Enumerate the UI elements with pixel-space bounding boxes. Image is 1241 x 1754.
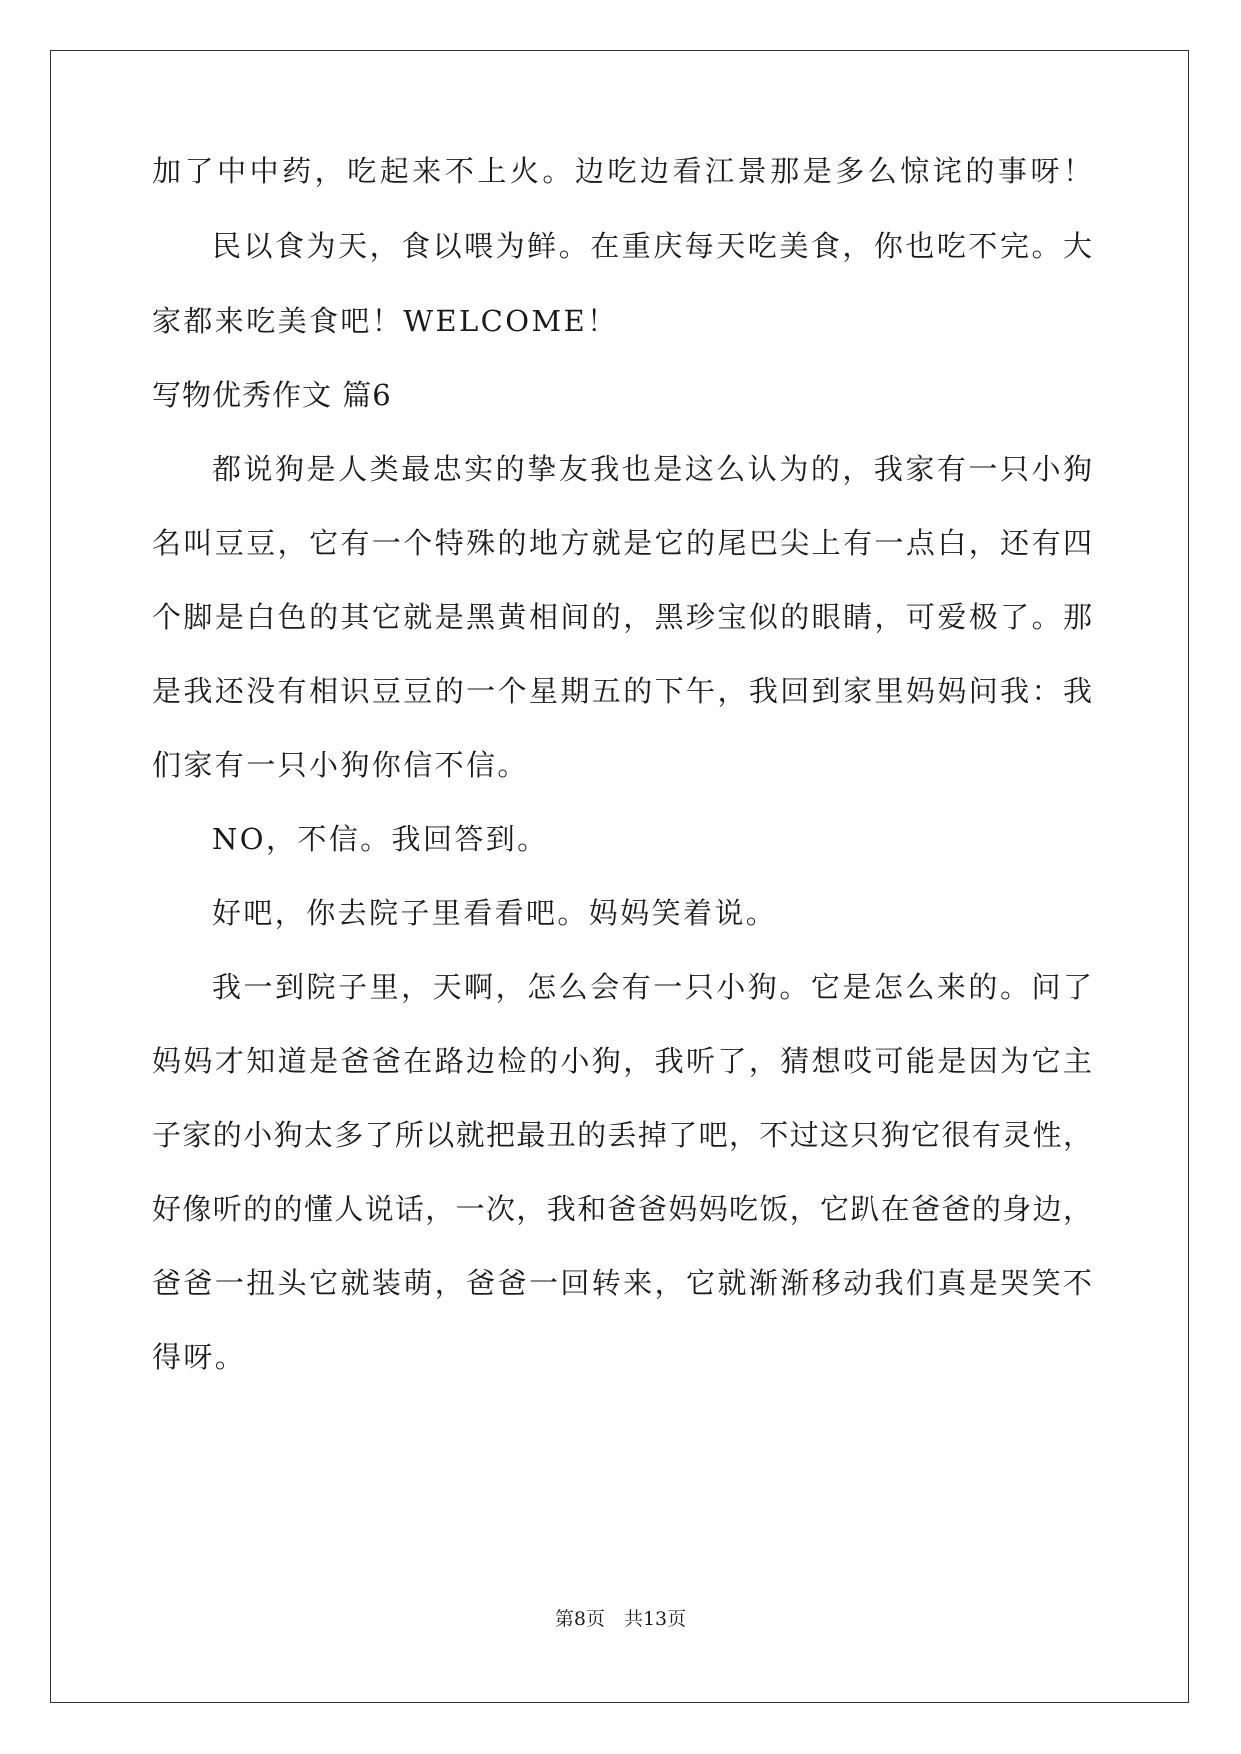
text-line: 得呀。: [152, 1340, 247, 1374]
text-line: 是我还没有相识豆豆的一个星期五的下午，我回到家里妈妈问我：我: [152, 674, 1092, 708]
text-line: 妈妈才知道是爸爸在路边检的小狗，我听了，猜想哎可能是因为它主: [152, 1044, 1092, 1078]
text-line: 家都来吃美食吧！WELCOME！: [152, 304, 619, 338]
text-line: 们家有一只小狗你信不信。: [152, 748, 529, 782]
text-line: 名叫豆豆，它有一个特殊的地方就是它的尾巴尖上有一点白，还有四: [152, 526, 1092, 560]
text-line: 爸爸一扭头它就装萌，爸爸一回转来，它就渐渐移动我们真是哭笑不: [152, 1266, 1092, 1300]
text-line: NO，不信。我回答到。: [212, 822, 549, 856]
page-border: [50, 50, 1189, 1703]
text-line: 个脚是白色的其它就是黑黄相间的，黑珍宝似的眼睛，可爱极了。那: [152, 600, 1092, 634]
text-line: 加了中中药，吃起来不上火。边吃边看江景那是多么惊诧的事呀！: [152, 154, 1092, 188]
page-number-footer: 第8页 共13页: [554, 1608, 687, 1630]
text-line: 民以食为天，食以喂为鲜。在重庆每天吃美食，你也吃不完。大: [212, 229, 1092, 263]
text-line: 我一到院子里，天啊，怎么会有一只小狗。它是怎么来的。问了: [212, 970, 1092, 1004]
text-line: 子家的小狗太多了所以就把最丑的丢掉了吧，不过这只狗它很有灵性，: [152, 1118, 1092, 1152]
text-line: 都说狗是人类最忠实的挚友我也是这么认为的，我家有一只小狗: [212, 452, 1092, 486]
text-line: 好像听的的懂人说话，一次，我和爸爸妈妈吃饭，它趴在爸爸的身边，: [152, 1192, 1092, 1226]
text-line: 好吧，你去院子里看看吧。妈妈笑着说。: [212, 896, 778, 930]
section-heading: 写物优秀作文 篇6: [152, 378, 392, 412]
